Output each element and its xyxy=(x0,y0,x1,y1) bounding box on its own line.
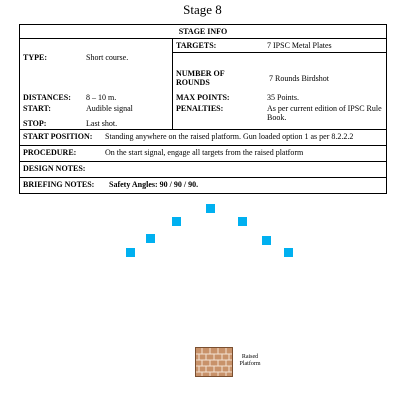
start-value: Audible signal xyxy=(86,104,133,113)
right-details-column xyxy=(173,39,386,129)
target-plate-3 xyxy=(238,217,247,226)
stop-value: Last shot. xyxy=(86,119,118,128)
start-position-value: Standing anywhere on the raised platform. Gun loaded option 1 as per 8.2.2.2 xyxy=(105,132,354,141)
procedure-row xyxy=(20,146,386,162)
target-plate-2 xyxy=(172,217,181,226)
type-label: TYPE: xyxy=(23,53,47,62)
stage-info-header: STAGE INFO xyxy=(20,25,386,39)
stop-label: STOP: xyxy=(23,119,47,128)
raised-platform-label: Raised Platform xyxy=(239,354,261,367)
target-plate-4 xyxy=(146,234,155,243)
distances-value: 8 – 10 m. xyxy=(86,93,117,102)
penalties-value: As per current edition of IPSC Rule Book. xyxy=(267,104,382,122)
start-position-label: START POSITION: xyxy=(23,132,93,141)
rounds-value: 7 Rounds Birdshot xyxy=(269,74,330,83)
design-notes-row xyxy=(20,162,386,178)
procedure-label: PROCEDURE: xyxy=(23,148,77,157)
rounds-label: NUMBER OF ROUNDS xyxy=(176,69,225,87)
type-value: Short course. xyxy=(86,53,129,62)
targets-label: TARGETS: xyxy=(176,41,217,50)
target-plate-1 xyxy=(206,204,215,213)
stage-info-table xyxy=(19,24,387,194)
platform-brick-pattern xyxy=(196,348,232,376)
penalties-label: PENALTIES: xyxy=(176,104,224,113)
stage-title: Stage 8 xyxy=(183,2,222,17)
max-points-value: 35 Points. xyxy=(267,93,300,102)
procedure-value: On the start signal, engage all targets from the raised platform xyxy=(105,148,304,157)
distances-label: DISTANCES: xyxy=(23,93,71,102)
targets-value: 7 IPSC Metal Plates xyxy=(267,41,332,50)
stage-details-grid xyxy=(20,39,386,130)
design-notes-label: DESIGN NOTES: xyxy=(23,164,86,173)
max-points-label: MAX POINTS: xyxy=(176,93,230,102)
briefing-notes-label: BRIEFING NOTES: xyxy=(23,180,95,189)
start-label: START: xyxy=(23,104,51,113)
target-plate-7 xyxy=(284,248,293,257)
briefing-notes-value: Safety Angles: 90 / 90 / 90. xyxy=(109,180,199,189)
target-plate-5 xyxy=(262,236,271,245)
start-position-row xyxy=(20,130,386,146)
target-plate-6 xyxy=(126,248,135,257)
briefing-notes-row xyxy=(20,178,386,193)
raised-platform xyxy=(195,347,233,377)
left-details-column xyxy=(20,39,173,129)
